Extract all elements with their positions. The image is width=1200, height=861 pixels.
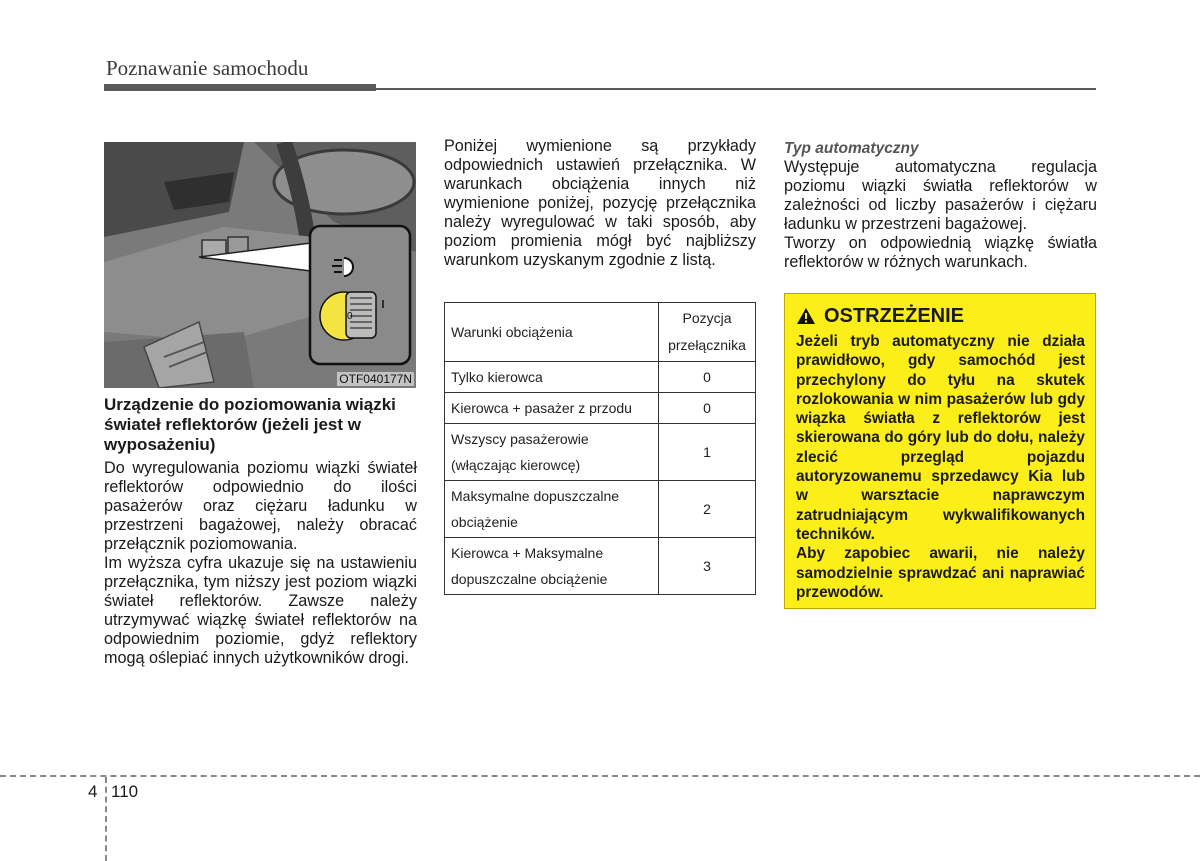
table-header-row [445,303,756,362]
section-paragraph-2: Im wyższa cyfra ukazuje się na ustawieniu przełącznika, tym niższy jest poziom wiązki świateł reflektorów. Zawsze należy utrzymywać wiązkę świateł reflektorów na odpowiednim poziomie, gdyż reflektory mogą oślepiać innych użytkowników drogi. [104,554,417,667]
warning-triangle-icon [796,307,816,325]
header-rule-thick [104,84,376,91]
warning-title-row [796,304,1085,328]
column-right [784,139,1097,272]
table-header-position: Pozycja przełącznika [659,303,756,362]
load-conditions-table [444,302,756,595]
table-row: Maksymalne dopuszczalne obciążenie 2 [445,481,756,538]
warning-title: OSTRZEŻENIE [824,305,965,327]
column-middle [444,137,756,270]
svg-text:0: 0 [347,311,353,322]
warning-paragraph-1: Jeżeli tryb automatyczny nie działa prawidłowo, gdy samochód jest przechylony do tyłu na skutek rozlokowania w nim pasażerów lub gdy wiązka światła z reflektorów jest skierowana do góry lub do dołu, należy zlecić przegląd pojazdu autoryzowanemu sprzedawcy Kia lub w warsztacie naprawczym zatrudniającym wykwalifikowanych techników. [796,333,1085,543]
automatic-type-heading: Typ automatyczny [784,140,919,157]
footer-rule [0,775,1200,777]
table-row: Kierowca + pasażer z przodu 0 [445,393,756,424]
table-row: Wszyscy pasażerowie (włączając kierowcę) 1 [445,424,756,481]
automatic-paragraph-2: Tworzy on odpowiednią wiązkę światła reflektorów w różnych warunkach. [784,234,1097,271]
warning-box [784,293,1096,609]
table-header-condition: Warunki obciążenia [445,303,659,362]
section-paragraph-1: Do wyregulowania poziomu wiązki świateł reflektorów odpowiednio do ilości pasażerów oraz ciężaru ładunku w przestrzeni bagażowej, należy obracać przełącznik poziomowania. [104,459,417,553]
warning-body [796,332,1085,602]
dashboard-illustration [104,142,416,388]
column-left [104,395,417,668]
settings-intro-paragraph: Poniżej wymienione są przykłady odpowiednich ustawień przełącznika. W warunkach obciążenia innych niż wymienione poniżej, pozycję przełącznika należy wyregulować w taki sposób, aby poziom promienia mógł być najbliższy warunkom uzyskanym zgodnie z listą. [444,137,756,269]
chapter-number: 4 [88,782,98,801]
figure-code-label: OTF040177N [339,372,412,386]
section-heading: Urządzenie do poziomowania wiązki świateł reflektorów (jeżeli jest w wyposażeniu) [104,395,396,454]
table-row: Tylko kierowca 0 [445,362,756,393]
automatic-paragraph-1: Występuje automatyczna regulacja poziomu wiązki światła reflektorów w zależności od liczby pasażerów i ciężaru ładunku w przestrzeni bagażowej. [784,158,1097,233]
footer-margin-rule [105,777,107,861]
table-row: Kierowca + Maksymalne dopuszczalne obciążenie 3 [445,538,756,595]
leveling-switch-figure [104,142,416,388]
header-rule-thin [376,88,1096,90]
warning-paragraph-2: Aby zapobiec awarii, nie należy samodzielnie sprawdzać ani naprawiać przewodów. [796,545,1085,601]
page-header-title: Poznawanie samochodu [106,56,309,80]
page-number: 110 [111,782,139,801]
